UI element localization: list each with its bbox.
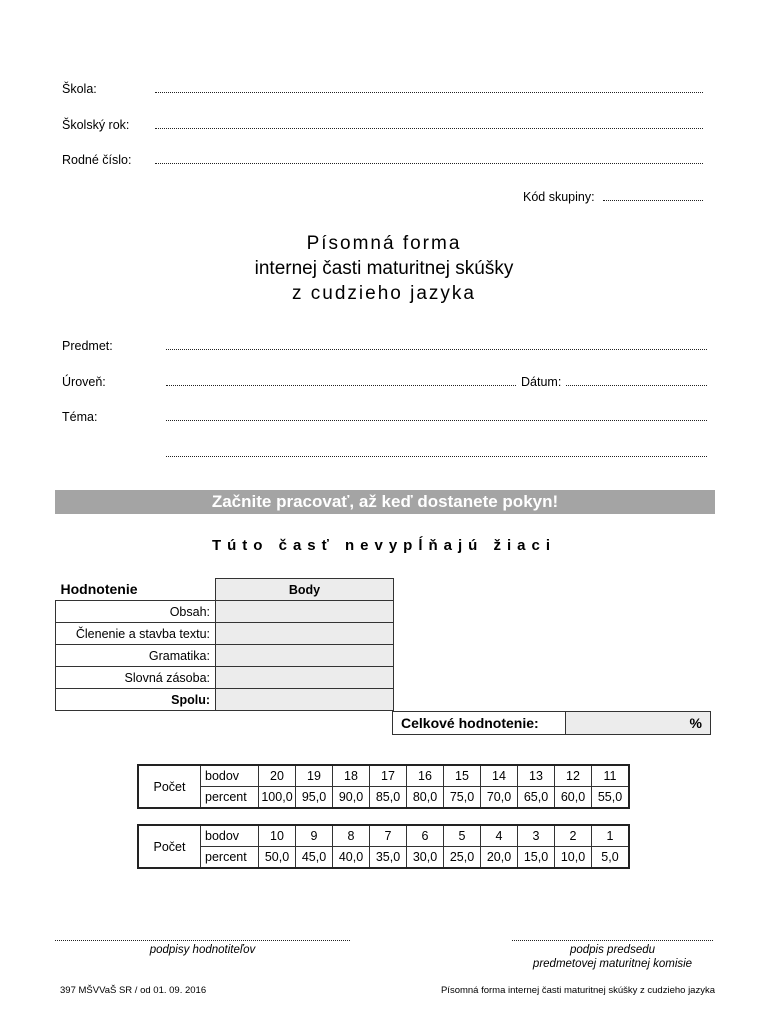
criterion-grammar-label: Gramatika: <box>56 645 216 667</box>
percent-cell: 70,0 <box>481 787 518 809</box>
chair-signature-line[interactable] <box>512 940 713 941</box>
score-table-1 <box>137 764 630 809</box>
percent-cell: 75,0 <box>444 787 481 809</box>
points-cell: 2 <box>555 825 592 847</box>
percent-cell: 40,0 <box>333 847 370 869</box>
birth-number-field[interactable] <box>155 163 703 164</box>
school-label: Škola: <box>62 82 97 96</box>
evaluation-heading: Hodnotenie <box>56 579 216 601</box>
overall-evaluation-label: Celkové hodnotenie: <box>393 712 566 735</box>
points-cell: 20 <box>259 765 296 787</box>
criterion-structure-points[interactable] <box>216 623 394 645</box>
group-code-field[interactable] <box>603 200 703 201</box>
date-field[interactable] <box>566 385 707 386</box>
points-cell: 1 <box>592 825 630 847</box>
school-year-label: Školský rok: <box>62 118 130 132</box>
percent-cell: 65,0 <box>518 787 555 809</box>
evaluators-signature-line[interactable] <box>55 940 350 941</box>
percent-cell: 25,0 <box>444 847 481 869</box>
subject-field[interactable] <box>166 349 707 350</box>
points-cell: 14 <box>481 765 518 787</box>
points-cell: 19 <box>296 765 333 787</box>
points-cell: 17 <box>370 765 407 787</box>
points-cell: 18 <box>333 765 370 787</box>
group-code-label: Kód skupiny: <box>523 190 595 204</box>
subject-label: Predmet: <box>62 339 113 353</box>
criterion-structure-label: Členenie a stavba textu: <box>56 623 216 645</box>
birth-number-label: Rodné číslo: <box>62 153 132 167</box>
percent-cell: 20,0 <box>481 847 518 869</box>
chair-signature-caption-1: podpis predsedu <box>569 944 656 956</box>
points-cell: 10 <box>259 825 296 847</box>
score-table-label: Počet <box>138 825 201 868</box>
criterion-content-points[interactable] <box>216 601 394 623</box>
level-field[interactable] <box>166 385 516 386</box>
criterion-vocabulary-points[interactable] <box>216 667 394 689</box>
footer-document-name: Písomná forma internej časti maturitnej skúšky z cudzieho jazyka <box>440 985 715 996</box>
percent-cell: 50,0 <box>259 847 296 869</box>
percent-cell: 60,0 <box>555 787 592 809</box>
overall-evaluation-percent[interactable]: % <box>566 712 711 735</box>
criterion-content-label: Obsah: <box>56 601 216 623</box>
evaluators-signature-caption: podpisy hodnotiteľov <box>149 944 256 956</box>
points-cell: 13 <box>518 765 555 787</box>
percent-cell: 35,0 <box>370 847 407 869</box>
document-title-line3: z cudzieho jazyka <box>292 283 476 304</box>
percent-cell: 80,0 <box>407 787 444 809</box>
start-instruction-banner: Začnite pracovať, až keď dostanete pokyn! <box>55 490 715 514</box>
document-title-line1: Písomná forma <box>306 233 462 254</box>
points-cell: 15 <box>444 765 481 787</box>
points-cell: 6 <box>407 825 444 847</box>
criterion-vocabulary-label: Slovná zásoba: <box>56 667 216 689</box>
level-label: Úroveň: <box>62 375 106 389</box>
points-row-label: bodov <box>201 825 259 847</box>
topic-field-line2[interactable] <box>166 456 707 457</box>
date-label: Dátum: <box>521 375 562 389</box>
school-year-field[interactable] <box>155 128 703 129</box>
percent-cell: 95,0 <box>296 787 333 809</box>
points-cell: 7 <box>370 825 407 847</box>
evaluation-table <box>55 578 394 711</box>
points-cell: 5 <box>444 825 481 847</box>
criterion-grammar-points[interactable] <box>216 645 394 667</box>
topic-field[interactable] <box>166 420 707 421</box>
school-field[interactable] <box>155 92 703 93</box>
score-table-2 <box>137 824 630 869</box>
percent-cell: 100,0 <box>259 787 296 809</box>
points-cell: 11 <box>592 765 630 787</box>
points-cell: 9 <box>296 825 333 847</box>
percent-row-label: percent <box>201 787 259 809</box>
percent-cell: 5,0 <box>592 847 630 869</box>
score-table-label: Počet <box>138 765 201 808</box>
total-points-label: Spolu: <box>56 689 216 711</box>
percent-cell: 30,0 <box>407 847 444 869</box>
document-title-line2: internej časti maturitnej skúšky <box>254 258 514 279</box>
percent-row-label: percent <box>201 847 259 869</box>
percent-cell: 55,0 <box>592 787 630 809</box>
percent-cell: 15,0 <box>518 847 555 869</box>
points-cell: 16 <box>407 765 444 787</box>
footer-reference: 397 MŠVVaŠ SR / od 01. 09. 2016 <box>60 985 207 996</box>
points-cell: 8 <box>333 825 370 847</box>
percent-cell: 45,0 <box>296 847 333 869</box>
points-cell: 12 <box>555 765 592 787</box>
overall-evaluation <box>392 711 711 735</box>
points-cell: 4 <box>481 825 518 847</box>
total-points-value[interactable] <box>216 689 394 711</box>
points-row-label: bodov <box>201 765 259 787</box>
percent-cell: 90,0 <box>333 787 370 809</box>
points-cell: 3 <box>518 825 555 847</box>
chair-signature-caption-2: predmetovej maturitnej komisie <box>532 958 693 970</box>
not-filled-by-students-note: Túto časť nevypĺňajú žiaci <box>211 537 557 554</box>
percent-cell: 85,0 <box>370 787 407 809</box>
topic-label: Téma: <box>62 410 98 424</box>
percent-cell: 10,0 <box>555 847 592 869</box>
points-header: Body <box>216 579 394 601</box>
